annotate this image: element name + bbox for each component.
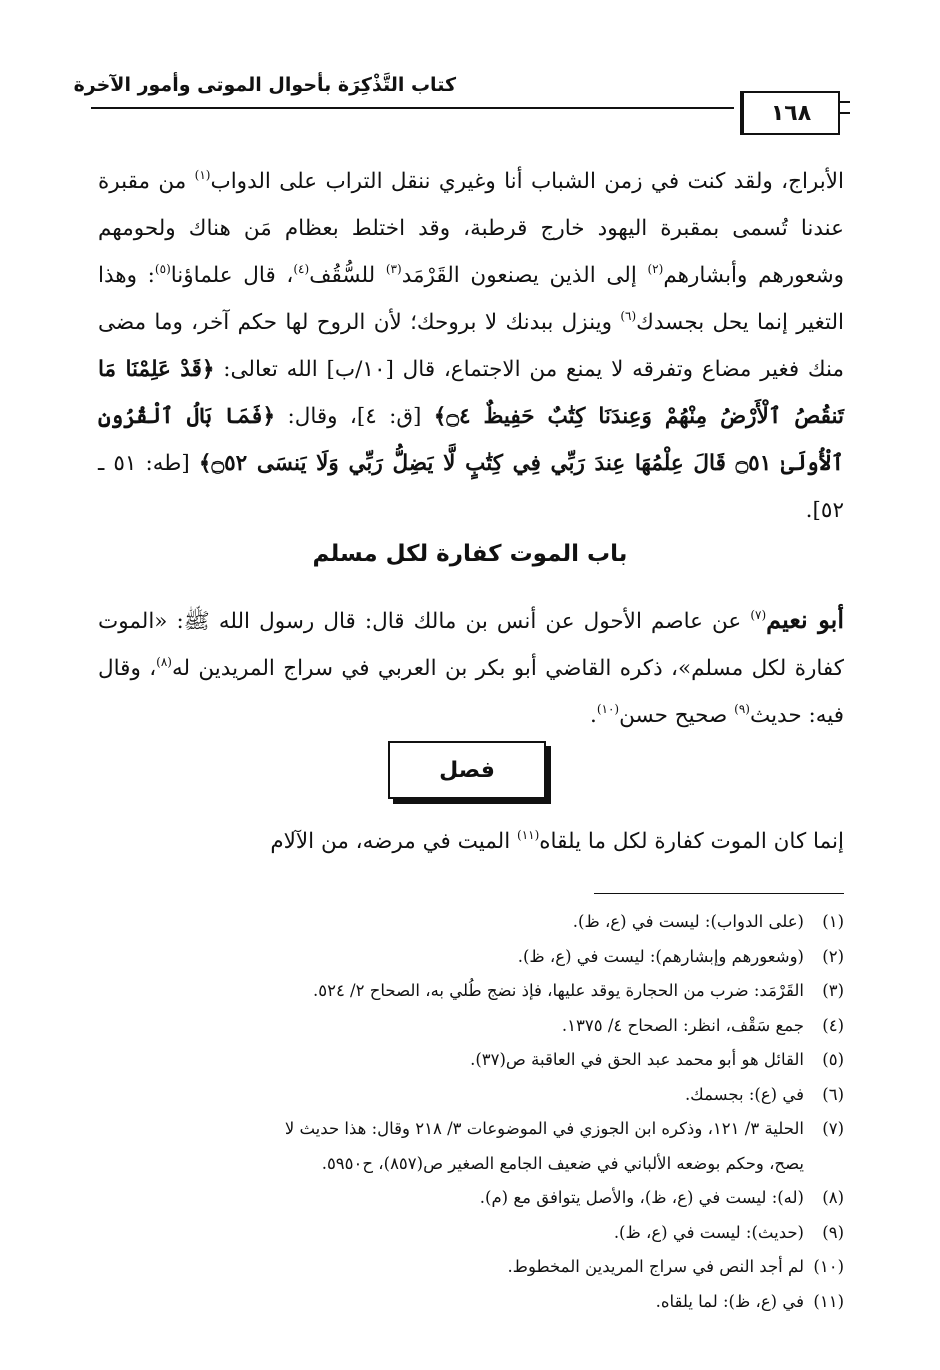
- footnote-ref[interactable]: (١٠): [596, 702, 620, 716]
- narrator-name: أبو نعيم: [766, 605, 845, 634]
- footnote-number: (٢): [822, 946, 844, 966]
- text: الميت في مرضه، من الآلام: [270, 829, 518, 854]
- footnotes-list: [98, 905, 844, 1319]
- footnote: [98, 1285, 844, 1320]
- footnote-text: (حديث): ليست في (ع، ظ).: [613, 1222, 804, 1242]
- footnote-text: (له): ليست في (ع، ظ)، والأصل يتوافق مع (م).: [479, 1188, 804, 1207]
- footnote-text: الحلية ٣/ ١٢١، وذكره ابن الجوزي في الموضوعات ٣/ ٢١٨ وقال: هذا حديث لا: [284, 1119, 804, 1138]
- footnote-text: لم أجد النص في سراج المريدين المخطوط.: [507, 1257, 804, 1276]
- section-box: فصل: [388, 741, 546, 799]
- footnote-ref[interactable]: (٤): [293, 262, 310, 276]
- quran-verse: ﴿قَدْ عَلِمْنَا مَا تَنقُصُ ٱلْأَرْضُ مِنْهُمْ وَعِندَنَا كِتَٰبٌ حَفِيظٌ ۝٤﴾: [98, 357, 844, 429]
- footnote-number: (١١): [813, 1291, 844, 1311]
- text: من مقبرة عندنا تُسمى بمقبرة اليهود خارج قرطبة، وقد اختلط بعظام مَن هناك ولحومهم وشعورهم وأبشارهم: [98, 169, 845, 288]
- text: صحيح حسن: [619, 703, 735, 728]
- footnote: [98, 1181, 844, 1216]
- footnote-ref[interactable]: (٢): [647, 262, 664, 276]
- paragraph-1: [98, 158, 844, 534]
- footnote: [98, 1043, 844, 1078]
- footnote-text: في (ع، ظ): لما يلقاه.: [655, 1291, 804, 1311]
- running-header-title: كتاب التَّذْكِرَة بأحوال الموتى وأمور الآخرة: [73, 74, 456, 96]
- footnote-ref[interactable]: (٧): [750, 608, 767, 622]
- page-number: ١٦٨: [740, 91, 840, 135]
- footnote-number: (٧): [822, 1119, 844, 1138]
- footnote-rule: [594, 893, 844, 894]
- footnote-number: (١): [822, 912, 844, 931]
- footnote-text: (وشعورهم وإبشارهم): ليست في (ع، ظ).: [517, 946, 804, 966]
- footnote: [98, 940, 844, 975]
- footnote: [98, 1078, 844, 1113]
- footnote-ref[interactable]: (٥): [154, 262, 171, 276]
- footnote-number: (١٠): [813, 1257, 844, 1276]
- text: [ق: ٤]، وقال:: [275, 404, 434, 429]
- footnote-ref[interactable]: (١١): [517, 828, 540, 842]
- text: ، قال علماؤنا: [170, 263, 294, 288]
- text: .: [590, 703, 597, 728]
- text: عن عاصم الأحول عن أنس بن مالك قال: قال رسول الله ﷺ: «الموت كفارة لكل مسلم»، ذكره القاضي أبو بكر بن العربي في سراج المريدين له: [98, 609, 845, 681]
- footnote-ref[interactable]: (٩): [734, 702, 750, 716]
- paragraph-2: [98, 596, 844, 739]
- footnote: [98, 1009, 844, 1044]
- text: الأبراج، ولقد كنت في زمن الشباب أنا وغيري ننقل التراب على الدواب: [210, 169, 845, 194]
- text: إلى الذين يصنعون القَرْمَد: [401, 263, 648, 288]
- footnote-text: (على الدواب): ليست في (ع، ظ).: [572, 912, 804, 931]
- footnote: [98, 974, 844, 1009]
- quran-verse: ﴿فَمَا بَالُ ٱلْقُرُونِ ٱلْأُولَىٰ ۝٥١ قَالَ عِلْمُهَا عِندَ رَبِّي فِي كِتَٰبٍ لَّا يَضِلُّ رَبِّي وَلَا يَنسَى ۝٥٢﴾: [98, 404, 844, 476]
- text: وينزل ببدنك لا بروحك؛ لأن الروح لها حكم آخر، وما مضى منك فغير مضاع وتفرقه لا يمنع من الاجتماع، قال [١٠/ب] الله تعالى:: [98, 310, 844, 382]
- footnote-ref[interactable]: (٣): [385, 262, 402, 276]
- footnote-text: جمع سَقْف، انظر: الصحاح ٤/ ١٣٧٥.: [561, 1015, 804, 1035]
- text: ، وقال فيه: حديث: [98, 656, 844, 728]
- text: [طه: ٥١ ـ ٥٢].: [98, 451, 844, 523]
- text: إنما كان الموت كفارة لكل ما يلقاه: [539, 829, 844, 854]
- footnote: [98, 905, 844, 940]
- footnote-ref[interactable]: (١): [194, 168, 211, 182]
- chapter-heading: باب الموت كفارة لكل مسلم: [312, 541, 628, 567]
- footnote-number: (٤): [822, 1015, 844, 1035]
- text: للسُّقُف: [309, 263, 386, 288]
- footnote-continuation: يصح، وحكم بوضعه الألباني في ضعيف الجامع الصغير ص(٨٥٧)، ح٥٩٥٠.: [321, 1153, 804, 1173]
- footnote-ref[interactable]: (٨): [156, 655, 172, 669]
- header-rule: [91, 107, 734, 109]
- footnote-number: (٥): [822, 1050, 844, 1069]
- footnote-number: (٨): [822, 1188, 844, 1207]
- footnote-number: (٩): [822, 1222, 844, 1242]
- paragraph-3: [98, 818, 844, 865]
- footnote-text: في (ع): بجسمك.: [684, 1084, 804, 1104]
- footnote: [98, 1112, 844, 1147]
- footnote-text: القَرْمَد: ضرب من الحجارة يوقد عليها، فإذ نضج طُلي به، الصحاح ٢/ ٥٢٤.: [312, 981, 804, 1000]
- footnote-number: (٣): [822, 981, 844, 1000]
- footnote-text: القائل هو أبو محمد عبد الحق في العاقبة ص(٣٧).: [470, 1050, 804, 1069]
- footnote: [98, 1250, 844, 1285]
- text: : وهذا التغير إنما يحل بجسدك: [98, 263, 845, 335]
- footnote: [98, 1216, 844, 1251]
- footnote-ref[interactable]: (٦): [620, 309, 637, 323]
- footnote-number: (٦): [822, 1084, 844, 1104]
